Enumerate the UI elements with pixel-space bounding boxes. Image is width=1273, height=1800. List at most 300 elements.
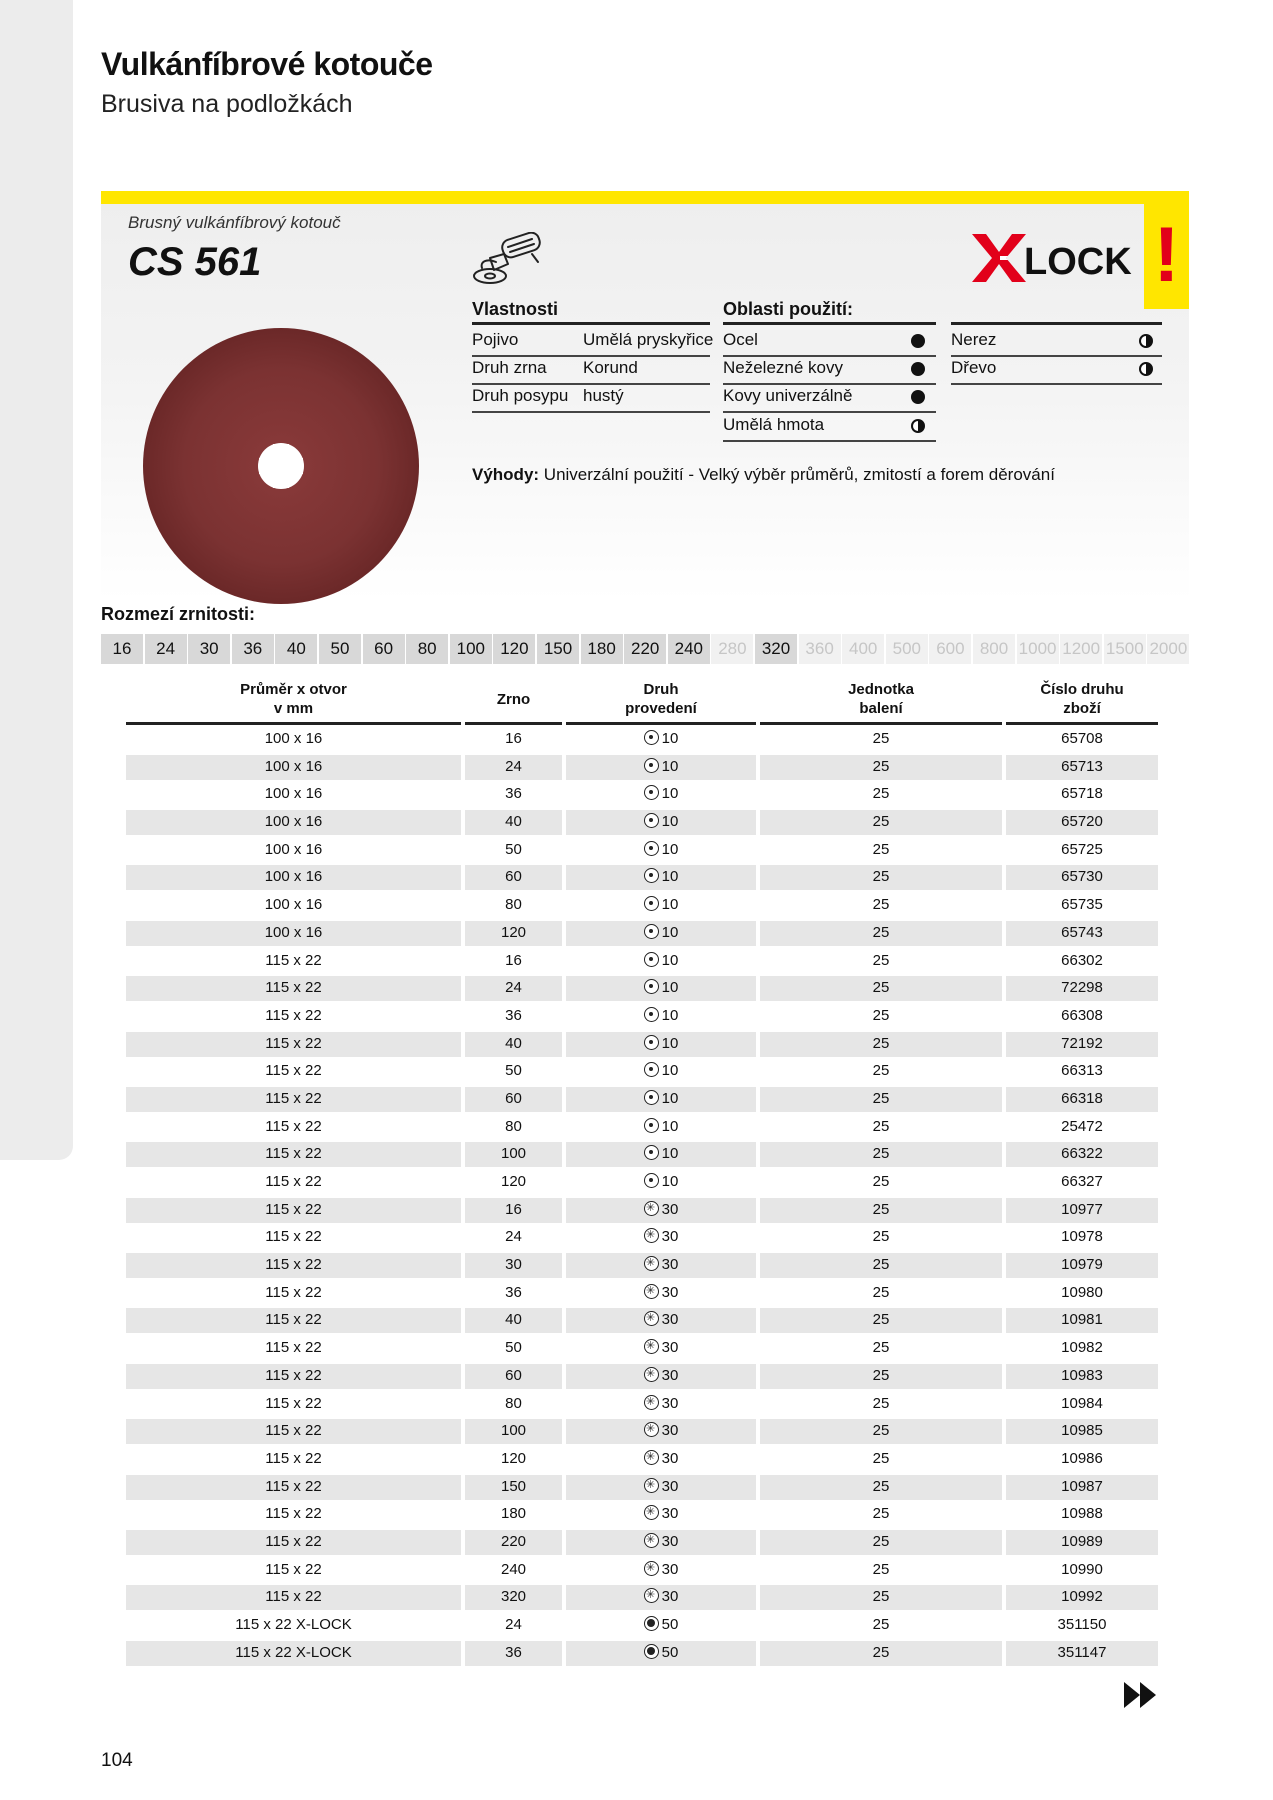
- row-divider: [472, 411, 710, 413]
- cell-grit: 24: [505, 757, 522, 775]
- cell-article: 10985: [1061, 1422, 1103, 1440]
- table-row: [126, 1362, 1158, 1390]
- hole-pattern-icon: [644, 1284, 659, 1299]
- type-value: 10: [661, 951, 679, 969]
- cell-article: 10977: [1061, 1200, 1103, 1218]
- property-value: Umělá pryskyřice: [583, 330, 714, 349]
- cell-pack: 25: [872, 1145, 890, 1163]
- table-row: [126, 1390, 1158, 1418]
- cell-pack: 25: [872, 757, 890, 775]
- cell-type: [566, 1362, 756, 1390]
- col-header-type-line2: provedení: [625, 700, 697, 717]
- cell-size: 115 x 22: [265, 1062, 322, 1080]
- cell-pack: 25: [872, 813, 890, 831]
- type-value: 30: [661, 1394, 679, 1412]
- type-value: 10: [661, 1145, 679, 1163]
- cell-size: 115 x 22: [265, 1311, 322, 1329]
- cell-pack: 25: [872, 1006, 890, 1024]
- cell-size: 115 x 22: [265, 1588, 322, 1606]
- hole-pattern-icon: [644, 730, 659, 745]
- grit-cell: 320: [755, 634, 797, 664]
- cell-type: [566, 780, 756, 808]
- grit-cell: 600: [929, 634, 971, 664]
- product-category: Brusný vulkánfíbrový kotouč: [128, 213, 341, 232]
- cell-size: 115 x 22: [265, 1006, 322, 1024]
- table-row: [126, 1528, 1158, 1556]
- table-row: [126, 780, 1158, 808]
- col-header-type-line1: Druh: [643, 681, 679, 698]
- cell-pack: 25: [872, 896, 890, 914]
- cell-article: 10987: [1061, 1477, 1103, 1495]
- table-row: [126, 1085, 1158, 1113]
- cell-grit: 16: [505, 730, 522, 747]
- cell-size: 100 x 16: [264, 813, 323, 831]
- hole-pattern-icon: [644, 1339, 659, 1354]
- hole-pattern-icon: [644, 1478, 659, 1493]
- hole-pattern-icon: [644, 1422, 659, 1437]
- cell-type: [566, 863, 756, 891]
- cell-type: [566, 1334, 756, 1362]
- col-header-type: [566, 680, 756, 718]
- cell-article: 25472: [1061, 1117, 1103, 1135]
- type-value: 30: [661, 1283, 679, 1301]
- cell-pack: 25: [872, 979, 890, 997]
- table-row: [126, 1140, 1158, 1168]
- type-value: 50: [661, 1643, 679, 1661]
- cell-pack: 25: [872, 1588, 890, 1606]
- col-header-grit: [465, 690, 562, 709]
- properties-heading: Vlastnosti: [472, 299, 559, 319]
- page-number: 104: [101, 1750, 133, 1771]
- fast-forward-icon[interactable]: [1124, 1682, 1158, 1708]
- cell-pack: 25: [872, 1449, 890, 1467]
- type-value: 30: [661, 1228, 679, 1246]
- cell-size: 100 x 16: [264, 840, 323, 858]
- cell-article: 65720: [1061, 813, 1103, 831]
- cell-pack: 25: [872, 840, 890, 858]
- table-row: [126, 1445, 1158, 1473]
- cell-grit: 180: [500, 1505, 527, 1523]
- type-value: 10: [661, 1173, 679, 1190]
- grit-cell: 360: [799, 634, 841, 664]
- cell-pack: 25: [872, 1283, 890, 1301]
- grit-cell: 280: [711, 634, 753, 664]
- cell-size: 115 x 22 X-LOCK: [235, 1643, 352, 1661]
- cell-article: 10980: [1061, 1283, 1103, 1301]
- hole-pattern-icon: [644, 1367, 659, 1382]
- cell-pack: 25: [872, 1200, 890, 1218]
- cell-pack: 25: [872, 1560, 890, 1578]
- usage-label: Umělá hmota: [723, 415, 825, 434]
- cell-grit: 16: [505, 1200, 522, 1218]
- type-value: 30: [661, 1256, 679, 1274]
- type-value: 30: [661, 1339, 679, 1357]
- hole-pattern-icon: [644, 1201, 659, 1216]
- col-header-pack-line1: Jednotka: [848, 681, 914, 698]
- cell-type: [566, 836, 756, 864]
- usage-label: Ocel: [723, 330, 758, 349]
- hole-pattern-icon: [644, 1561, 659, 1576]
- cell-size: 115 x 22: [265, 1422, 322, 1440]
- cell-grit: 220: [500, 1532, 527, 1550]
- row-divider: [472, 383, 710, 385]
- hole-pattern-icon: [644, 1588, 659, 1603]
- cell-size: 115 x 22: [265, 1366, 322, 1384]
- hole-pattern-icon: [644, 841, 659, 856]
- cell-grit: 50: [505, 1062, 522, 1080]
- usage-label: Neželezné kovy: [723, 358, 844, 377]
- type-value: 30: [661, 1560, 679, 1578]
- row-divider: [723, 440, 936, 442]
- grit-cell: 1500: [1104, 634, 1146, 664]
- cell-article: 10988: [1061, 1505, 1103, 1523]
- table-row: [126, 1223, 1158, 1251]
- cell-type: [566, 1140, 756, 1168]
- table-row: [126, 1417, 1158, 1445]
- grit-cell: 36: [232, 634, 274, 664]
- cell-type: [566, 1390, 756, 1418]
- cell-size: 115 x 22: [265, 1117, 322, 1135]
- cell-pack: 25: [872, 1477, 890, 1495]
- cell-pack: 25: [872, 1034, 890, 1052]
- cell-article: 66302: [1061, 951, 1103, 969]
- cell-type: [566, 1113, 756, 1141]
- type-value: 30: [661, 1477, 679, 1495]
- cell-grit: 80: [505, 1117, 522, 1135]
- cell-pack: 25: [872, 1366, 890, 1384]
- cell-type: [566, 1085, 756, 1113]
- cell-article: 10990: [1061, 1560, 1103, 1578]
- xlock-logo: [972, 232, 1134, 284]
- table-row: [126, 1306, 1158, 1334]
- cell-size: 115 x 22: [265, 951, 322, 969]
- grit-cell: 800: [973, 634, 1015, 664]
- hole-pattern-icon: [644, 868, 659, 883]
- cell-type: [566, 753, 756, 781]
- type-value: 30: [661, 1366, 679, 1384]
- hole-pattern-icon: [644, 1256, 659, 1271]
- cell-grit: 24: [505, 1228, 522, 1246]
- cell-size: 115 x 22: [265, 1532, 322, 1550]
- cell-type: [566, 1306, 756, 1334]
- cell-size: 115 x 22: [265, 1256, 322, 1274]
- cell-pack: 25: [872, 1616, 890, 1633]
- hole-pattern-icon: [644, 924, 659, 939]
- table-row: [126, 947, 1158, 975]
- cell-type: [566, 725, 756, 753]
- cell-size: 115 x 22: [265, 1089, 322, 1107]
- usage-label: Kovy univerzálně: [723, 386, 853, 405]
- table-row: [126, 836, 1158, 864]
- cell-article: 65735: [1061, 896, 1103, 914]
- type-value: 30: [661, 1588, 679, 1606]
- cell-article: 10984: [1061, 1394, 1103, 1412]
- cell-type: [566, 974, 756, 1002]
- cell-size: 115 x 22: [265, 1339, 322, 1357]
- cell-article: 10981: [1061, 1311, 1103, 1329]
- cell-pack: 25: [872, 1422, 890, 1440]
- grit-cell: 1200: [1060, 634, 1102, 664]
- cell-size: 115 x 22: [265, 1145, 322, 1163]
- type-value: 10: [661, 813, 679, 831]
- table-row: [126, 1251, 1158, 1279]
- cell-grit: 60: [505, 1089, 522, 1107]
- full-rating-icon: [911, 334, 925, 348]
- usage-heading-rule: [723, 322, 936, 325]
- grit-cell: 80: [406, 634, 448, 664]
- table-row: [126, 1113, 1158, 1141]
- table-row: [126, 808, 1158, 836]
- table-row: [126, 1639, 1158, 1667]
- table-row: [126, 1002, 1158, 1030]
- cell-size: 115 x 22: [265, 1560, 322, 1578]
- grit-cell: 100: [450, 634, 492, 664]
- table-row: [126, 863, 1158, 891]
- type-value: 10: [661, 896, 679, 914]
- grit-cell: 30: [188, 634, 230, 664]
- cell-grit: 80: [505, 1394, 522, 1412]
- product-table: [126, 725, 1158, 1666]
- type-value: 30: [661, 1505, 679, 1523]
- grit-cell: 50: [319, 634, 361, 664]
- col-header-pack-line2: balení: [859, 700, 903, 717]
- cell-grit: 36: [505, 1643, 522, 1661]
- advantages-text: Univerzální použití - Velký výběr průměrů, zmitostí a forem děrování: [539, 465, 1055, 484]
- col-header-grit-label: Zrno: [496, 691, 531, 708]
- cell-grit: 60: [505, 868, 522, 886]
- cell-article: 65730: [1061, 868, 1103, 886]
- cell-type: [566, 1251, 756, 1279]
- col-header-size-line1: Průměr x otvor: [240, 681, 347, 698]
- grit-cell: 16: [101, 634, 143, 664]
- cell-pack: 25: [872, 1173, 890, 1190]
- cell-article: 65713: [1061, 757, 1103, 775]
- row-divider: [951, 355, 1162, 357]
- cell-type: [566, 1445, 756, 1473]
- cell-type: [566, 1168, 756, 1196]
- table-row: [126, 1500, 1158, 1528]
- property-value: hustý: [583, 386, 624, 405]
- row-divider: [723, 383, 936, 385]
- cell-pack: 25: [872, 1532, 890, 1550]
- hole-pattern-icon: [644, 1505, 659, 1520]
- page-subtitle: Brusiva na podložkách: [101, 90, 353, 118]
- cell-grit: 50: [505, 840, 522, 858]
- cell-article: 10982: [1061, 1339, 1103, 1357]
- table-row: [126, 1196, 1158, 1224]
- cell-grit: 120: [500, 1449, 527, 1467]
- cell-article: 66313: [1061, 1062, 1103, 1080]
- cell-type: [566, 947, 756, 975]
- cell-grit: 16: [505, 951, 522, 969]
- cell-size: 100 x 16: [264, 730, 323, 747]
- usage-label: Nerez: [951, 330, 997, 349]
- table-row: [126, 1168, 1158, 1196]
- type-value: 10: [661, 1006, 679, 1024]
- type-value: 10: [661, 1089, 679, 1107]
- type-value: 10: [661, 840, 679, 858]
- grit-cell: 2000: [1147, 634, 1189, 664]
- cell-size: 115 x 22: [265, 1200, 322, 1218]
- cell-type: [566, 1279, 756, 1307]
- table-row: [126, 1334, 1158, 1362]
- table-row: [126, 974, 1158, 1002]
- table-row: [126, 919, 1158, 947]
- cell-type: [566, 1556, 756, 1584]
- cell-size: 115 x 22: [265, 1449, 322, 1467]
- cell-type: [566, 1473, 756, 1501]
- product-code: CS 561: [128, 240, 262, 284]
- cell-type: [566, 1002, 756, 1030]
- cell-article: 10992: [1061, 1588, 1103, 1606]
- table-row: [126, 1030, 1158, 1058]
- cell-type: [566, 1639, 756, 1667]
- hole-pattern-icon: [644, 896, 659, 911]
- cell-article: 10986: [1061, 1449, 1103, 1467]
- type-value: 10: [661, 868, 679, 886]
- type-value: 10: [661, 785, 679, 803]
- type-value: 10: [661, 1062, 679, 1080]
- row-divider: [472, 355, 710, 357]
- cell-type: [566, 1528, 756, 1556]
- cell-size: 100 x 16: [264, 923, 323, 941]
- cell-grit: 36: [505, 1283, 522, 1301]
- properties-heading-rule: [472, 322, 710, 325]
- usage-label: Dřevo: [951, 358, 997, 377]
- property-label: Druh zrna: [472, 358, 547, 377]
- hole-pattern-icon: [644, 1533, 659, 1548]
- hole-pattern-icon: [644, 1395, 659, 1410]
- cell-size: 115 x 22: [265, 979, 322, 997]
- hole-pattern-icon: [644, 758, 659, 773]
- cell-size: 100 x 16: [264, 868, 323, 886]
- side-tab-strip: [0, 0, 73, 1160]
- type-value: 10: [661, 979, 679, 997]
- cell-size: 115 x 22: [265, 1394, 322, 1412]
- cell-type: [566, 808, 756, 836]
- fibre-disc-image: [141, 326, 421, 606]
- hole-pattern-icon: [644, 979, 659, 994]
- cell-grit: 320: [500, 1588, 527, 1606]
- cell-type: [566, 1611, 756, 1639]
- cell-grit: 30: [505, 1256, 522, 1274]
- cell-article: 351147: [1057, 1643, 1107, 1661]
- type-value: 10: [661, 730, 679, 747]
- grit-cell: 120: [493, 634, 535, 664]
- cell-grit: 100: [500, 1422, 527, 1440]
- hole-pattern-icon: [644, 1090, 659, 1105]
- grit-cell: 500: [886, 634, 928, 664]
- cell-pack: 25: [872, 1256, 890, 1274]
- cell-grit: 150: [500, 1477, 527, 1495]
- table-row: [126, 1611, 1158, 1639]
- col-header-article-line1: Číslo druhu: [1040, 681, 1124, 698]
- cell-size: 115 x 22 X-LOCK: [235, 1616, 352, 1633]
- hole-pattern-icon: [644, 813, 659, 828]
- cell-grit: 24: [505, 1616, 522, 1633]
- cell-grit: 50: [505, 1339, 522, 1357]
- type-value: 30: [661, 1311, 679, 1329]
- cell-size: 115 x 22: [265, 1228, 322, 1246]
- type-value: 10: [661, 1117, 679, 1135]
- grit-cell: 60: [363, 634, 405, 664]
- table-row: [126, 1473, 1158, 1501]
- type-value: 10: [661, 757, 679, 775]
- full-rating-icon: [911, 390, 925, 404]
- accent-bar: [101, 191, 1189, 204]
- cell-grit: 60: [505, 1366, 522, 1384]
- cell-grit: 120: [500, 923, 527, 941]
- hole-pattern-icon: [644, 785, 659, 800]
- half-rating-icon: [1139, 334, 1153, 348]
- advantages-line: [472, 465, 1055, 485]
- cell-pack: 25: [872, 1117, 890, 1135]
- cell-pack: 25: [872, 730, 890, 747]
- cell-pack: 25: [872, 1311, 890, 1329]
- hole-pattern-icon: [644, 1035, 659, 1050]
- hole-pattern-icon: [644, 1644, 659, 1659]
- cell-size: 115 x 22: [265, 1283, 322, 1301]
- cell-type: [566, 1196, 756, 1224]
- cell-grit: 100: [500, 1145, 527, 1163]
- cell-pack: 25: [872, 1339, 890, 1357]
- cell-grit: 40: [505, 1311, 522, 1329]
- cell-type: [566, 1417, 756, 1445]
- cell-article: 10983: [1061, 1366, 1103, 1384]
- half-rating-icon: [911, 419, 925, 433]
- col-header-pack: [760, 680, 1002, 718]
- cell-pack: 25: [872, 1228, 890, 1246]
- col-header-size-line2: v mm: [273, 700, 314, 717]
- hole-pattern-icon: [644, 1145, 659, 1160]
- hole-pattern-icon: [644, 1450, 659, 1465]
- angle-grinder-icon: [472, 232, 544, 290]
- cell-grit: 120: [500, 1173, 527, 1190]
- cell-article: 10978: [1061, 1228, 1103, 1246]
- hole-pattern-icon: [644, 1311, 659, 1326]
- page-title: Vulkánfíbrové kotouče: [101, 46, 433, 82]
- cell-type: [566, 891, 756, 919]
- cell-grit: 40: [505, 1034, 522, 1052]
- cell-article: 351150: [1057, 1616, 1107, 1633]
- grit-range-heading: Rozmezí zrnitosti:: [101, 604, 256, 624]
- cell-pack: 25: [872, 1394, 890, 1412]
- cell-pack: 25: [872, 923, 890, 941]
- type-value: 30: [661, 1200, 679, 1218]
- table-row: [126, 1583, 1158, 1611]
- xlock-logo-text: LOCK: [1024, 241, 1132, 283]
- grit-cell: 150: [537, 634, 579, 664]
- cell-size: 115 x 22: [265, 1034, 322, 1052]
- cell-article: 66308: [1061, 1006, 1103, 1024]
- col-header-article: [1006, 680, 1158, 718]
- cell-grit: 24: [505, 979, 522, 997]
- advantages-label: Výhody:: [472, 465, 540, 484]
- usage-heading-rule: [951, 322, 1162, 325]
- full-rating-icon: [911, 362, 925, 376]
- cell-size: 100 x 16: [264, 896, 323, 914]
- cell-article: 66327: [1061, 1173, 1103, 1190]
- row-divider: [951, 383, 1162, 385]
- cell-pack: 25: [872, 1089, 890, 1107]
- hole-pattern-icon: [644, 1616, 659, 1631]
- type-value: 30: [661, 1449, 679, 1467]
- grit-cell: 40: [275, 634, 317, 664]
- cell-grit: 80: [505, 896, 522, 914]
- type-value: 30: [661, 1532, 679, 1550]
- cell-article: 65743: [1061, 923, 1103, 941]
- col-header-size: [126, 680, 461, 718]
